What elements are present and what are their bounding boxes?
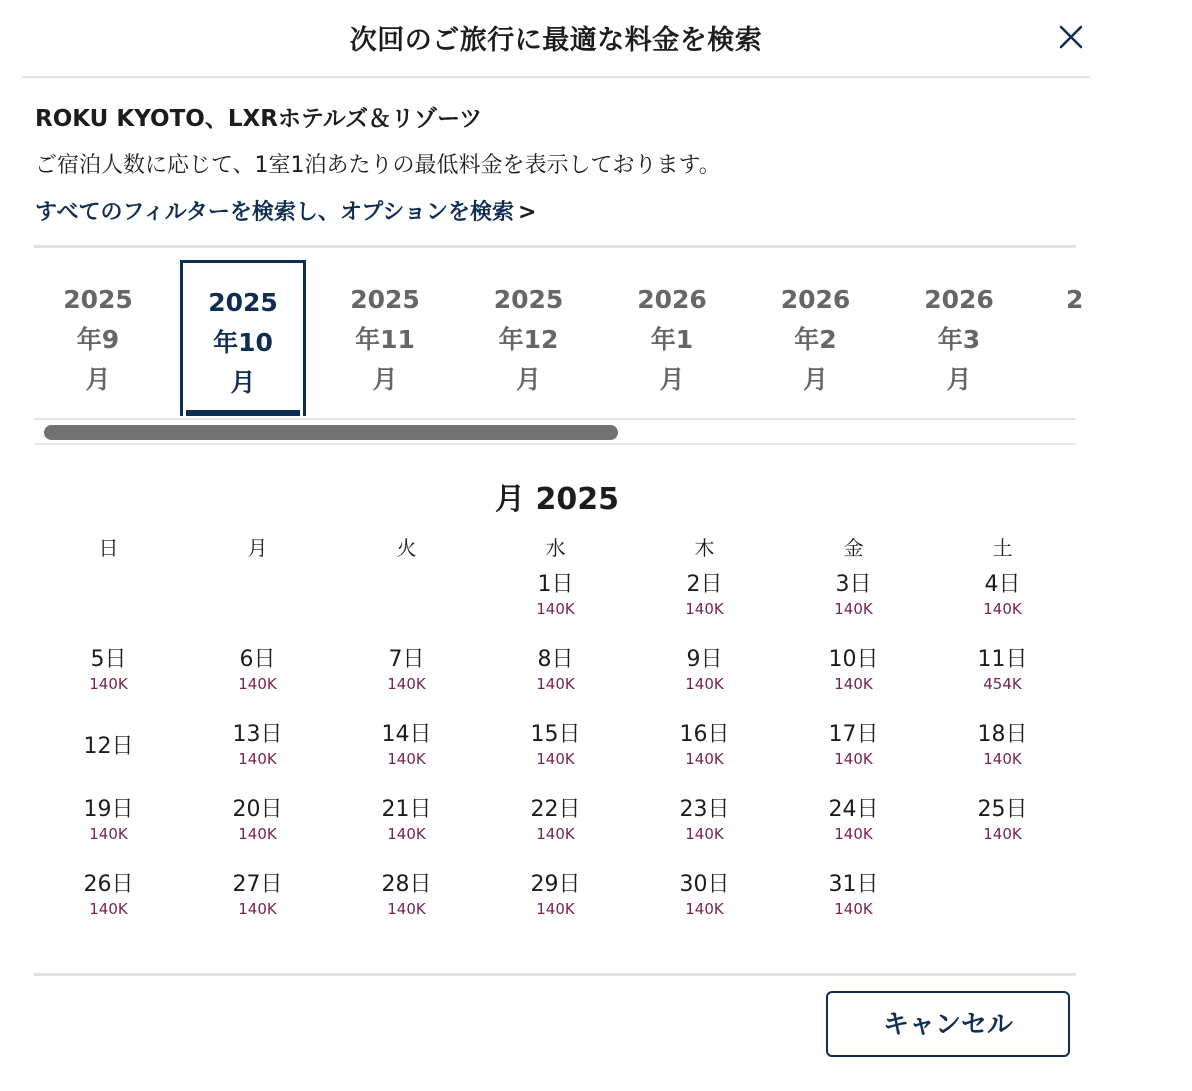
calendar-day-number: 3日	[835, 572, 872, 597]
calendar-day-price: 140K	[387, 900, 426, 918]
calendar-day-price: 140K	[387, 750, 426, 768]
calendar-day[interactable]	[630, 795, 779, 865]
calendar-day-number: 27日	[232, 872, 283, 897]
month-tab[interactable]	[609, 260, 735, 416]
calendar-day-number: 31日	[828, 872, 879, 897]
calendar-day[interactable]	[928, 795, 1077, 865]
calendar-day[interactable]	[183, 795, 332, 865]
calendar-day-price: 140K	[89, 675, 128, 693]
month-tab-month: 年1	[650, 325, 694, 354]
calendar-day[interactable]	[779, 795, 928, 865]
calendar-day-price: 140K	[536, 900, 575, 918]
calendar-day[interactable]	[332, 795, 481, 865]
calendar-day-number: 20日	[232, 797, 283, 822]
calendar-day[interactable]	[630, 645, 779, 715]
calendar-day[interactable]	[779, 645, 928, 715]
scrollbar-thumb[interactable]	[44, 425, 618, 440]
month-tab-month: 年12	[498, 325, 559, 354]
calendar-day[interactable]	[928, 570, 1077, 640]
calendar-day-price: 140K	[536, 825, 575, 843]
calendar-day-number: 15日	[530, 722, 581, 747]
month-tabs	[34, 260, 1084, 420]
calendar-day-price: 140K	[536, 675, 575, 693]
month-tab-suffix: 月	[659, 365, 685, 394]
month-tabs-scrollbar[interactable]	[34, 420, 1076, 440]
calendar-day-number: 12日	[83, 734, 134, 759]
calendar-day-price: 140K	[387, 675, 426, 693]
rate-description: ご宿泊人数に応じて、1室1泊あたりの最低料金を表示しております。	[35, 153, 721, 178]
calendar-day-number: 28日	[381, 872, 432, 897]
calendar-day[interactable]	[34, 795, 183, 865]
chevron-right-icon: >	[517, 200, 537, 225]
calendar-day[interactable]	[630, 870, 779, 940]
calendar-day-number: 13日	[232, 722, 283, 747]
month-tab-year: 2025	[63, 285, 133, 314]
month-tab[interactable]	[896, 260, 1022, 416]
calendar-day-number: 24日	[828, 797, 879, 822]
month-tab-year: 2	[1066, 285, 1084, 314]
calendar-day-number: 6日	[239, 647, 276, 672]
calendar-day-number: 19日	[83, 797, 134, 822]
calendar-day-number: 17日	[828, 722, 879, 747]
month-tab-year: 2025	[350, 285, 420, 314]
calendar-day-price: 140K	[536, 750, 575, 768]
calendar-day-price: 140K	[834, 825, 873, 843]
calendar-day[interactable]	[481, 570, 630, 640]
month-tab-suffix: 月	[515, 365, 541, 394]
calendar-day-number: 26日	[83, 872, 134, 897]
month-tab[interactable]	[322, 260, 448, 416]
calendar-day-number: 25日	[977, 797, 1028, 822]
calendar-day[interactable]	[481, 870, 630, 940]
weekday-label: 日	[98, 536, 119, 560]
calendar-day-price: 140K	[387, 825, 426, 843]
calendar-day-price: 140K	[983, 600, 1022, 618]
calendar-day[interactable]	[779, 870, 928, 940]
calendar-day[interactable]	[481, 645, 630, 715]
month-tab-year: 2025	[208, 288, 278, 317]
month-tab[interactable]	[466, 260, 592, 416]
calendar-day[interactable]	[183, 720, 332, 790]
month-tab[interactable]	[180, 260, 306, 416]
calendar-day-number: 22日	[530, 797, 581, 822]
calendar-day-number: 8日	[537, 647, 574, 672]
month-tab-year: 2025	[493, 285, 564, 314]
calendar-day-number: 29日	[530, 872, 581, 897]
calendar-day-number: 21日	[381, 797, 432, 822]
calendar-day[interactable]	[779, 720, 928, 790]
search-filters-link-label: すべてのフィルターを検索し、オプションを検索	[35, 200, 514, 225]
calendar-day-number: 16日	[679, 722, 730, 747]
modal-title: 次回のご旅行に最適な料金を検索	[349, 25, 763, 56]
calendar-day[interactable]	[630, 570, 779, 640]
month-tab-suffix: 月	[372, 365, 398, 394]
calendar-day-number: 7日	[388, 647, 425, 672]
calendar-day[interactable]	[34, 645, 183, 715]
calendar-day-number: 4日	[984, 572, 1021, 597]
calendar-day-price: 140K	[834, 750, 873, 768]
weekday-header	[34, 532, 1076, 562]
calendar-day-number: 9日	[686, 647, 723, 672]
calendar-day[interactable]	[332, 870, 481, 940]
weekday-label: 月	[247, 536, 268, 560]
month-tab-month: 年3	[937, 325, 981, 354]
calendar-day[interactable]	[183, 870, 332, 940]
calendar-day-number: 2日	[686, 572, 723, 597]
calendar-day-price: 140K	[685, 675, 724, 693]
month-tab[interactable]	[35, 260, 161, 416]
modal-header	[22, 0, 1090, 78]
footer-divider	[34, 973, 1076, 976]
month-tab-year: 2026	[780, 285, 851, 314]
weekday-label: 火	[396, 536, 417, 560]
month-tab-year: 2026	[924, 285, 994, 314]
weekday-label: 土	[992, 536, 1013, 560]
calendar-day-price: 140K	[685, 900, 724, 918]
month-tab-suffix: 月	[230, 368, 256, 397]
calendar-day-price: 140K	[685, 825, 724, 843]
month-tab-month: 年9	[76, 325, 120, 354]
month-tab[interactable]	[753, 260, 879, 416]
calendar-month-title: 月 2025	[495, 482, 619, 517]
cancel-button[interactable]: キャンセル	[826, 991, 1070, 1057]
calendar-day-number: 10日	[828, 647, 879, 672]
weekday-label: 木	[694, 536, 715, 560]
calendar-day-price: 140K	[685, 750, 724, 768]
month-tabs-container	[34, 245, 1084, 445]
close-button[interactable]	[1052, 18, 1090, 56]
close-icon	[1052, 18, 1090, 56]
hotel-name: ROKU KYOTO、LXRホテルズ＆リゾーツ	[35, 106, 483, 132]
month-tab-month: 年11	[355, 325, 415, 354]
calendar-day[interactable]	[34, 720, 183, 790]
calendar-day-price: 140K	[983, 825, 1022, 843]
month-tab-suffix: 月	[802, 365, 828, 394]
month-tab-year: 2026	[637, 285, 707, 314]
calendar-day-number: 1日	[537, 572, 574, 597]
calendar-day-price: 140K	[89, 825, 128, 843]
month-tab-month: 年2	[794, 325, 837, 354]
calendar-day-price: 140K	[238, 825, 277, 843]
calendar-day-number: 5日	[90, 647, 127, 672]
calendar-day[interactable]	[183, 645, 332, 715]
calendar-day-price: 140K	[834, 600, 873, 618]
calendar-day[interactable]	[928, 645, 1077, 715]
month-tab-month: 年10	[213, 328, 273, 357]
calendar-day-price: 140K	[238, 750, 277, 768]
calendar-day[interactable]	[481, 720, 630, 790]
calendar-day-price: 140K	[238, 675, 277, 693]
calendar-day-price: 140K	[834, 675, 873, 693]
calendar-day[interactable]	[630, 720, 779, 790]
weekday-label: 金	[843, 536, 864, 560]
month-tab[interactable]	[1066, 260, 1192, 416]
calendar-day[interactable]	[332, 645, 481, 715]
calendar-day-number: 23日	[679, 797, 730, 822]
calendar-day[interactable]	[928, 720, 1077, 790]
calendar-day-price: 140K	[238, 900, 277, 918]
month-tab-suffix: 月	[946, 365, 972, 394]
calendar-day-price: 140K	[983, 750, 1022, 768]
calendar-day-number: 11日	[977, 647, 1028, 672]
calendar-day[interactable]	[34, 870, 183, 940]
calendar-day-price: 454K	[983, 675, 1022, 693]
calendar-day-number: 18日	[977, 722, 1028, 747]
calendar-day[interactable]	[481, 795, 630, 865]
calendar-day-number: 14日	[381, 722, 432, 747]
month-tab-suffix: 月	[85, 365, 111, 394]
calendar-day-price: 140K	[89, 900, 128, 918]
calendar-day-number: 30日	[679, 872, 730, 897]
calendar-day-price: 140K	[834, 900, 873, 918]
calendar-day[interactable]	[332, 720, 481, 790]
calendar-day[interactable]	[779, 570, 928, 640]
calendar-day-price: 140K	[536, 600, 575, 618]
weekday-label: 水	[545, 536, 566, 560]
search-filters-link[interactable]	[35, 195, 536, 226]
calendar-day-price: 140K	[685, 600, 724, 618]
